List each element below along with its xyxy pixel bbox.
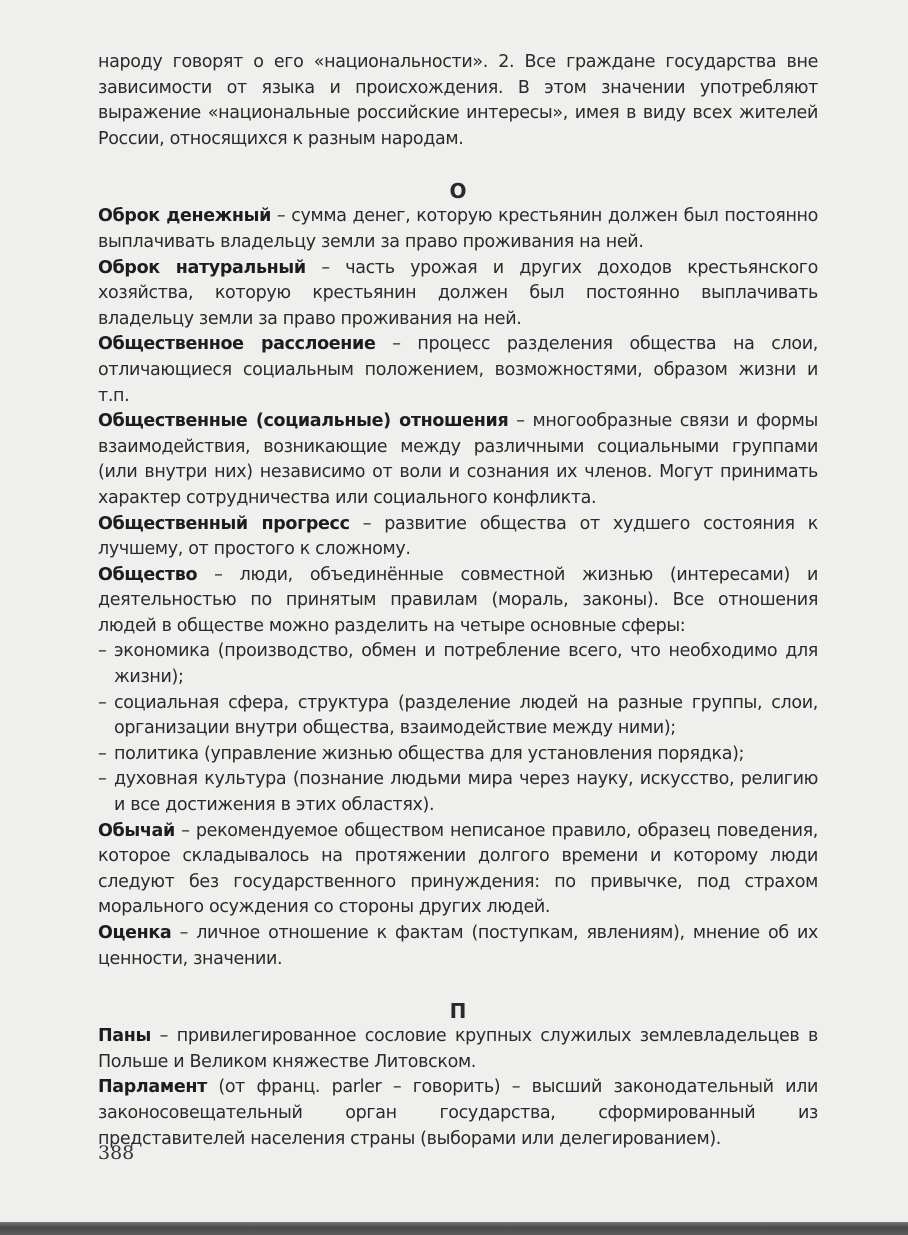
entry-definition: – рекомендуемое обществом неписаное правило, образец поведения, которое складывалось на протяжении долгого времени и которому люди следуют без государственного принуждения: по привычке, под страхом морального осуждения со стороны других людей. [98,820,818,918]
entry-definition: – процесс разделения общества на слои, отличающиеся социальным положением, возможностями, образом жизни и т.п. [98,334,819,406]
entry-obshchestvennoe-rassloenie [98,332,818,409]
section-heading-o: О [449,179,467,204]
section-heading-p: П [449,999,467,1024]
list-item: – социальная сфера, структура (разделение людей на разные группы, слои, организации внутри общества, взаимодействие между ними); [98,691,818,742]
entry-parlament [98,1075,818,1152]
entry-term: Оброк натуральный [98,257,306,278]
entry-otsenka [98,921,818,972]
entry-definition: – люди, объединённые совместной жизнью (интересами) и деятельностью по принятым правилам (мораль, законы). Все отношения людей в обществе можно разделить на четыре основные сферы: [98,564,818,636]
intro-paragraph: народу говорят о его «национальности». 2. Все граждане государства вне зависимости от языка и происхождения. В этом значении употребляют выражение «национальные российские интересы», имея в виду всех жителей России, относящихся к разным народам. [98,52,818,149]
entry-term: Общественное расслоение [98,334,376,355]
entry-definition: (от франц. parler – говорить) – высший законодательный или законосовещательный орган государства, сформированный из представителей населения страны (выборами или делегированием). [98,1077,818,1149]
entry-obychai [98,819,818,921]
entry-definition: – сумма денег, которую крестьянин должен был постоянно выплачивать владельцу земли за право проживания на ней. [98,206,818,252]
list-item: – политика (управление жизнью общества для установления порядка); [98,742,818,768]
entry-pany [98,1024,818,1075]
entry-definition: – многообразные связи и формы взаимодействия, возникающие между различными социальными группами (или внутри них) независимо от воли и сознания их членов. Могут принимать характер сотрудничества или социального конфликта. [98,411,818,508]
page-content [98,50,818,1152]
entry-definition: – часть урожая и других доходов крестьянского хозяйства, которую крестьянин должен был постоянно выплачивать владельцу земли за право проживания на ней. [98,257,819,329]
entry-obrok-denezhny [98,204,818,255]
entry-definition: – развитие общества от худшего состояния к лучшему, от простого к сложному. [98,513,818,560]
page-number: 388 [98,1142,135,1164]
entry-definition: – личное отношение к фактам (поступкам, явлениям), мнение об их ценности, значении. [98,923,818,969]
list-item: – духовная культура (познание людьми мира через науку, искусство, религию и все достижения в этих областях). [98,767,818,818]
spheres-list [98,639,818,818]
entry-term: Общественный прогресс [98,513,350,534]
entry-term: Паны [98,1026,151,1047]
entry-term: Парламент [98,1077,207,1098]
entry-term: Оброк денежный [98,206,271,227]
entry-obshchestvennye-otnosheniya [98,409,818,511]
entry-definition: – привилегированное сословие крупных служилых землевладельцев в Польше и Великом княжестве Литовском. [98,1026,818,1072]
entry-term: Обычай [98,820,175,841]
entry-obshchestvo [98,563,818,640]
entry-term: Общественные (социальные) отношения [98,411,509,432]
entry-obshchestvenny-progress [98,512,818,563]
entry-term: Оценка [98,923,172,943]
entry-obrok-naturalny [98,256,818,333]
scan-edge [0,1222,908,1235]
entry-term: Общество [98,564,198,585]
list-item: – экономика (производство, обмен и потребление всего, что необходимо для жизни); [98,639,818,690]
